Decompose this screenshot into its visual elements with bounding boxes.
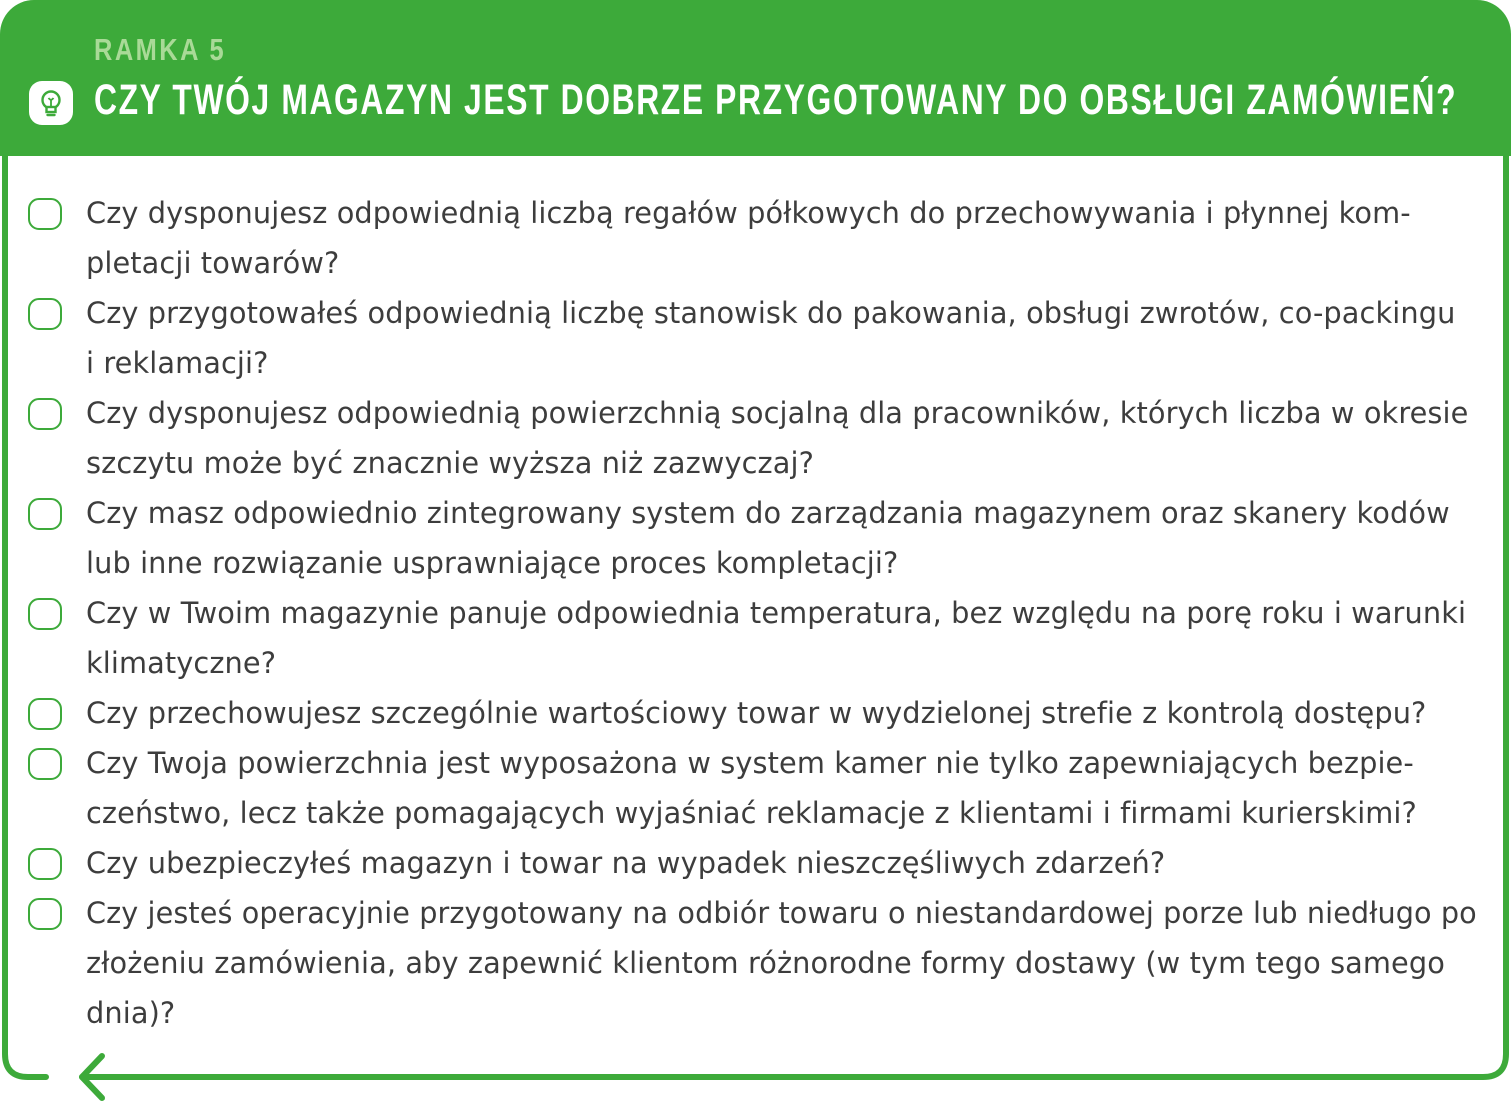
box-header: [0, 0, 1511, 156]
checklist-item: [0, 738, 1511, 838]
checklist-item-line: czeństwo, lecz także pomagających wyjaśniać reklamacje z klientami i firmami kurierskimi?: [86, 796, 1417, 830]
checklist-item-line: lub inne rozwiązanie usprawniające proces kompletacji?: [86, 546, 899, 580]
checklist-item-line: dnia)?: [86, 996, 176, 1030]
checkbox[interactable]: [28, 848, 62, 880]
checklist-item-line: Czy przygotowałeś odpowiednią liczbę stanowisk do pakowania, obsługi zwrotów, co-packingu: [86, 296, 1456, 330]
checklist-item: [0, 888, 1511, 1038]
checklist-item: [0, 838, 1511, 888]
lightbulb-icon: [29, 81, 73, 125]
checkbox[interactable]: [28, 598, 62, 630]
checkbox[interactable]: [28, 498, 62, 530]
checklist-item: [0, 588, 1511, 688]
checklist-item-line: Czy ubezpieczyłeś magazyn i towar na wypadek nieszczęśliwych zdarzeń?: [86, 846, 1166, 880]
checklist-item-line: Czy przechowujesz szczególnie wartościowy towar w wydzielonej strefie z kontrolą dostępu?: [86, 696, 1427, 730]
checklist: [0, 188, 1511, 1038]
checklist-item-line: i reklamacji?: [86, 346, 269, 380]
checklist-item: [0, 188, 1511, 288]
box-label: RAMKA 5: [94, 32, 227, 67]
checklist-item-line: Czy jesteś operacyjnie przygotowany na odbiór towaru o niestandardowej porze lub niedługo po: [86, 896, 1477, 930]
checklist-item: [0, 488, 1511, 588]
checklist-item-line: klimatyczne?: [86, 646, 277, 680]
checklist-item-line: złożeniu zamówienia, aby zapewnić klientom różnorodne formy dostawy (w tym tego samego: [86, 946, 1445, 980]
checklist-item-line: Czy dysponujesz odpowiednią powierzchnią socjalną dla pracowników, których liczba w okresie: [86, 396, 1469, 430]
checklist-item-line: Czy masz odpowiednio zintegrowany system do zarządzania magazynem oraz skanery kodów: [86, 496, 1450, 530]
checklist-item-line: Czy dysponujesz odpowiednią liczbą regałów półkowych do przechowywania i płynnej kom-: [86, 196, 1411, 230]
checklist-item-line: Czy Twoja powierzchnia jest wyposażona w system kamer nie tylko zapewniających bezpie-: [86, 746, 1414, 780]
checkbox[interactable]: [28, 698, 62, 730]
checkbox[interactable]: [28, 748, 62, 780]
box-title: CZY TWÓJ MAGAZYN JEST DOBRZE PRZYGOTOWANY DO OBSŁUGI ZAMÓWIEŃ?: [94, 76, 1458, 124]
checklist-item-line: Czy w Twoim magazynie panuje odpowiednia temperatura, bez względu na porę roku i warunki: [86, 596, 1467, 630]
checklist-item-line: pletacji towarów?: [86, 246, 340, 280]
checkbox[interactable]: [28, 398, 62, 430]
checklist-item: [0, 288, 1511, 388]
checklist-item: [0, 688, 1511, 738]
checkbox[interactable]: [28, 198, 62, 230]
checklist-item: [0, 388, 1511, 488]
checkbox[interactable]: [28, 298, 62, 330]
checkbox[interactable]: [28, 898, 62, 930]
checklist-item-line: szczytu może być znacznie wyższa niż zazwyczaj?: [86, 446, 814, 480]
